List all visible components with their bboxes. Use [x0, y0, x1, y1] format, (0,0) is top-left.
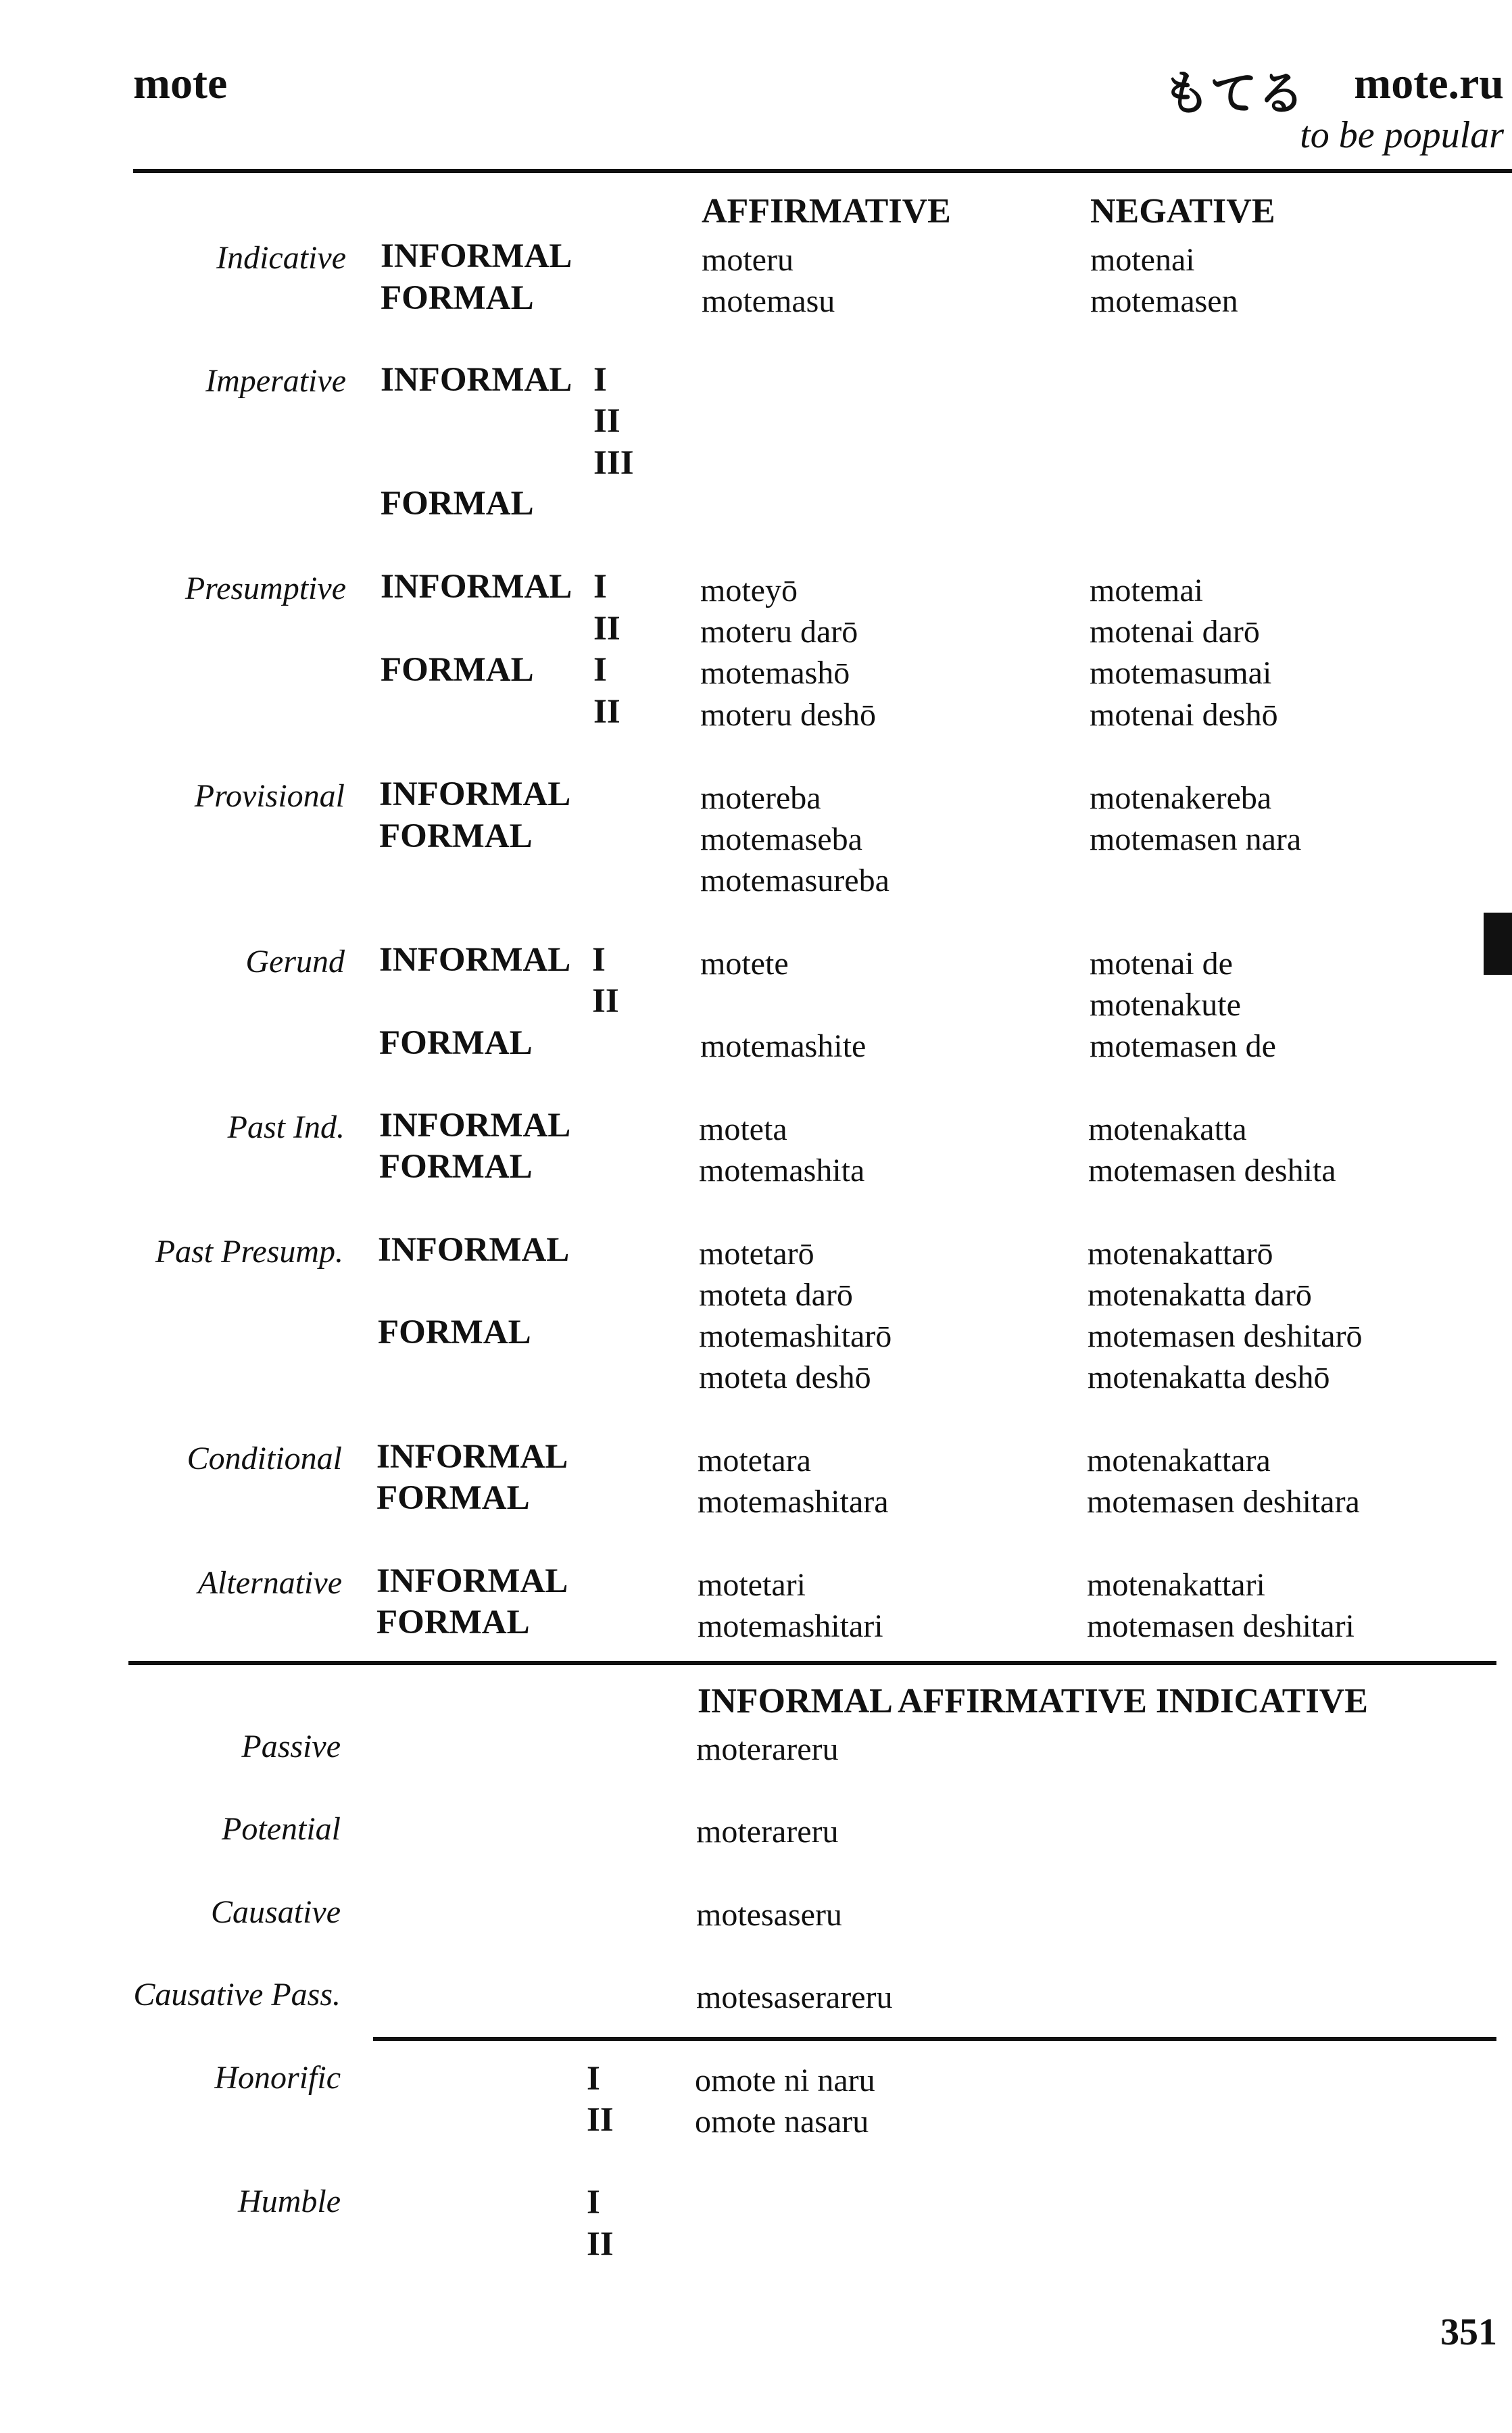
negative-header: NEGATIVE [1090, 192, 1275, 231]
past-presumptive-negative-1: motenakattarō [1088, 1236, 1273, 1272]
indicative-informal-negative: motenai [1090, 242, 1195, 278]
past-presumptive-affirmative-4: moteta deshō [699, 1359, 871, 1395]
passive-form: moterareru [696, 1731, 839, 1767]
presumptive-affirmative-2: moteru darō [700, 614, 858, 650]
conditional-negative-2: motemasen deshitara [1087, 1484, 1360, 1520]
past-presumptive-affirmative-3: motemashitarō [699, 1318, 892, 1354]
conditional-negative-1: motenakattara [1087, 1443, 1271, 1478]
derived-forms-rule [128, 1661, 1496, 1665]
gerund-affirmative-2: motemashite [700, 1028, 867, 1064]
indicative-informal: INFORMAL [381, 237, 572, 275]
gerund-affirmative-1: motete [700, 946, 789, 982]
derived-forms-heading: INFORMAL AFFIRMATIVE INDICATIVE [698, 1682, 1368, 1720]
imperative-number-3: III [593, 444, 634, 482]
thumb-index-tab [1484, 913, 1512, 975]
imperative-informal: INFORMAL [381, 361, 572, 399]
provisional-label: Provisional [194, 778, 345, 814]
presumptive-affirmative-3: motemashō [700, 655, 850, 691]
alternative-label: Alternative [197, 1565, 342, 1601]
alternative-affirmative-1: motetari [698, 1567, 806, 1603]
presumptive-negative-4: motenai deshō [1090, 697, 1278, 733]
conditional-affirmative-2: motemashitara [698, 1484, 889, 1520]
honorific-form-2: omote nasaru [695, 2104, 869, 2140]
provisional-affirmative-1: motereba [700, 780, 821, 816]
gerund-label: Gerund [245, 944, 345, 980]
honorific-number-1: I [587, 2060, 600, 2098]
passive-label: Passive [241, 1729, 341, 1764]
past-indicative-negative-2: motemasen deshita [1088, 1153, 1336, 1188]
verb-stem: mote [133, 59, 228, 108]
past-indicative-informal: INFORMAL [379, 1107, 571, 1145]
alternative-negative-2: motemasen deshitari [1087, 1608, 1355, 1644]
imperative-formal: FORMAL [381, 485, 534, 523]
presumptive-formal: FORMAL [381, 651, 534, 689]
past-indicative-affirmative-1: moteta [699, 1111, 787, 1147]
provisional-negative-2: motemasen nara [1090, 821, 1302, 857]
presumptive-affirmative-4: moteru deshō [700, 697, 876, 733]
alternative-affirmative-2: motemashitari [698, 1608, 883, 1644]
past-presumptive-affirmative-1: motetarō [699, 1236, 814, 1272]
presumptive-label: Presumptive [185, 571, 346, 606]
presumptive-number-3: I [593, 651, 607, 689]
verb-kana: もてる [1163, 68, 1304, 120]
past-presumptive-negative-2: motenakatta darō [1088, 1277, 1312, 1313]
past-indicative-negative-1: motenakatta [1088, 1111, 1247, 1147]
presumptive-number-1: I [593, 568, 607, 606]
past-presumptive-affirmative-2: moteta darō [699, 1277, 853, 1313]
presumptive-informal: INFORMAL [381, 568, 572, 606]
imperative-label: Imperative [205, 363, 346, 399]
verb-romaji: mote.ru [1354, 59, 1504, 108]
alternative-formal: FORMAL [376, 1604, 530, 1641]
causative-passive-form: motesaserareru [696, 1979, 893, 2015]
alternative-negative-1: motenakattari [1087, 1567, 1265, 1603]
past-presumptive-negative-4: motenakatta deshō [1088, 1359, 1330, 1395]
presumptive-negative-3: motemasumai [1090, 655, 1272, 691]
conditional-label: Conditional [187, 1441, 342, 1476]
indicative-formal: FORMAL [381, 279, 534, 317]
indicative-informal-affirmative: moteru [702, 242, 794, 278]
provisional-affirmative-2: motemaseba [700, 821, 862, 857]
past-indicative-label: Past Ind. [227, 1109, 345, 1145]
gerund-number-1: I [592, 941, 606, 979]
affirmative-header: AFFIRMATIVE [702, 192, 951, 231]
provisional-informal: INFORMAL [379, 775, 571, 813]
presumptive-affirmative-1: moteyō [700, 573, 798, 608]
indicative-label: Indicative [216, 240, 346, 276]
causative-label: Causative [211, 1894, 341, 1930]
gerund-formal: FORMAL [379, 1024, 533, 1062]
gerund-negative-2: motenakute [1090, 987, 1241, 1023]
provisional-affirmative-3: motemasureba [700, 863, 889, 898]
gerund-negative-3: motemasen de [1090, 1028, 1276, 1064]
honorific-form-1: omote ni naru [695, 2063, 875, 2098]
verb-meaning: to be popular [1300, 114, 1504, 156]
honorific-number-2: II [587, 2101, 614, 2139]
alternative-informal: INFORMAL [376, 1562, 568, 1600]
indicative-formal-affirmative: motemasu [702, 283, 835, 319]
presumptive-negative-2: motenai darō [1090, 614, 1260, 650]
header-rule [133, 169, 1512, 173]
causative-passive-label: Causative Pass. [133, 1977, 341, 2013]
imperative-number-1: I [593, 361, 607, 399]
past-presumptive-formal: FORMAL [378, 1314, 531, 1351]
presumptive-negative-1: motemai [1090, 573, 1203, 608]
potential-label: Potential [222, 1811, 341, 1847]
indicative-formal-negative: motemasen [1090, 283, 1238, 319]
honorific-label: Honorific [214, 2060, 341, 2096]
honorific-rule [373, 2037, 1496, 2041]
provisional-formal: FORMAL [379, 817, 533, 855]
provisional-negative-1: motenakereba [1090, 780, 1272, 816]
humble-number-1: I [587, 2184, 600, 2221]
humble-label: Humble [238, 2184, 341, 2219]
past-indicative-formal: FORMAL [379, 1148, 533, 1186]
conditional-formal: FORMAL [376, 1479, 530, 1517]
conditional-affirmative-1: motetara [698, 1443, 811, 1478]
gerund-negative-1: motenai de [1090, 946, 1233, 982]
humble-number-2: II [587, 2225, 614, 2263]
potential-form: moterareru [696, 1814, 839, 1850]
gerund-number-2: II [592, 982, 619, 1020]
past-indicative-affirmative-2: motemashita [699, 1153, 865, 1188]
gerund-informal: INFORMAL [379, 941, 571, 979]
conditional-informal: INFORMAL [376, 1438, 568, 1476]
past-presumptive-informal: INFORMAL [378, 1231, 570, 1269]
page-number: 351 [1440, 2311, 1497, 2353]
causative-form: motesaseru [696, 1897, 842, 1933]
presumptive-number-2: II [593, 610, 620, 648]
past-presumptive-label: Past Presump. [155, 1234, 343, 1270]
imperative-number-2: II [593, 402, 620, 440]
presumptive-number-4: II [593, 693, 620, 731]
past-presumptive-negative-3: motemasen deshitarō [1088, 1318, 1363, 1354]
